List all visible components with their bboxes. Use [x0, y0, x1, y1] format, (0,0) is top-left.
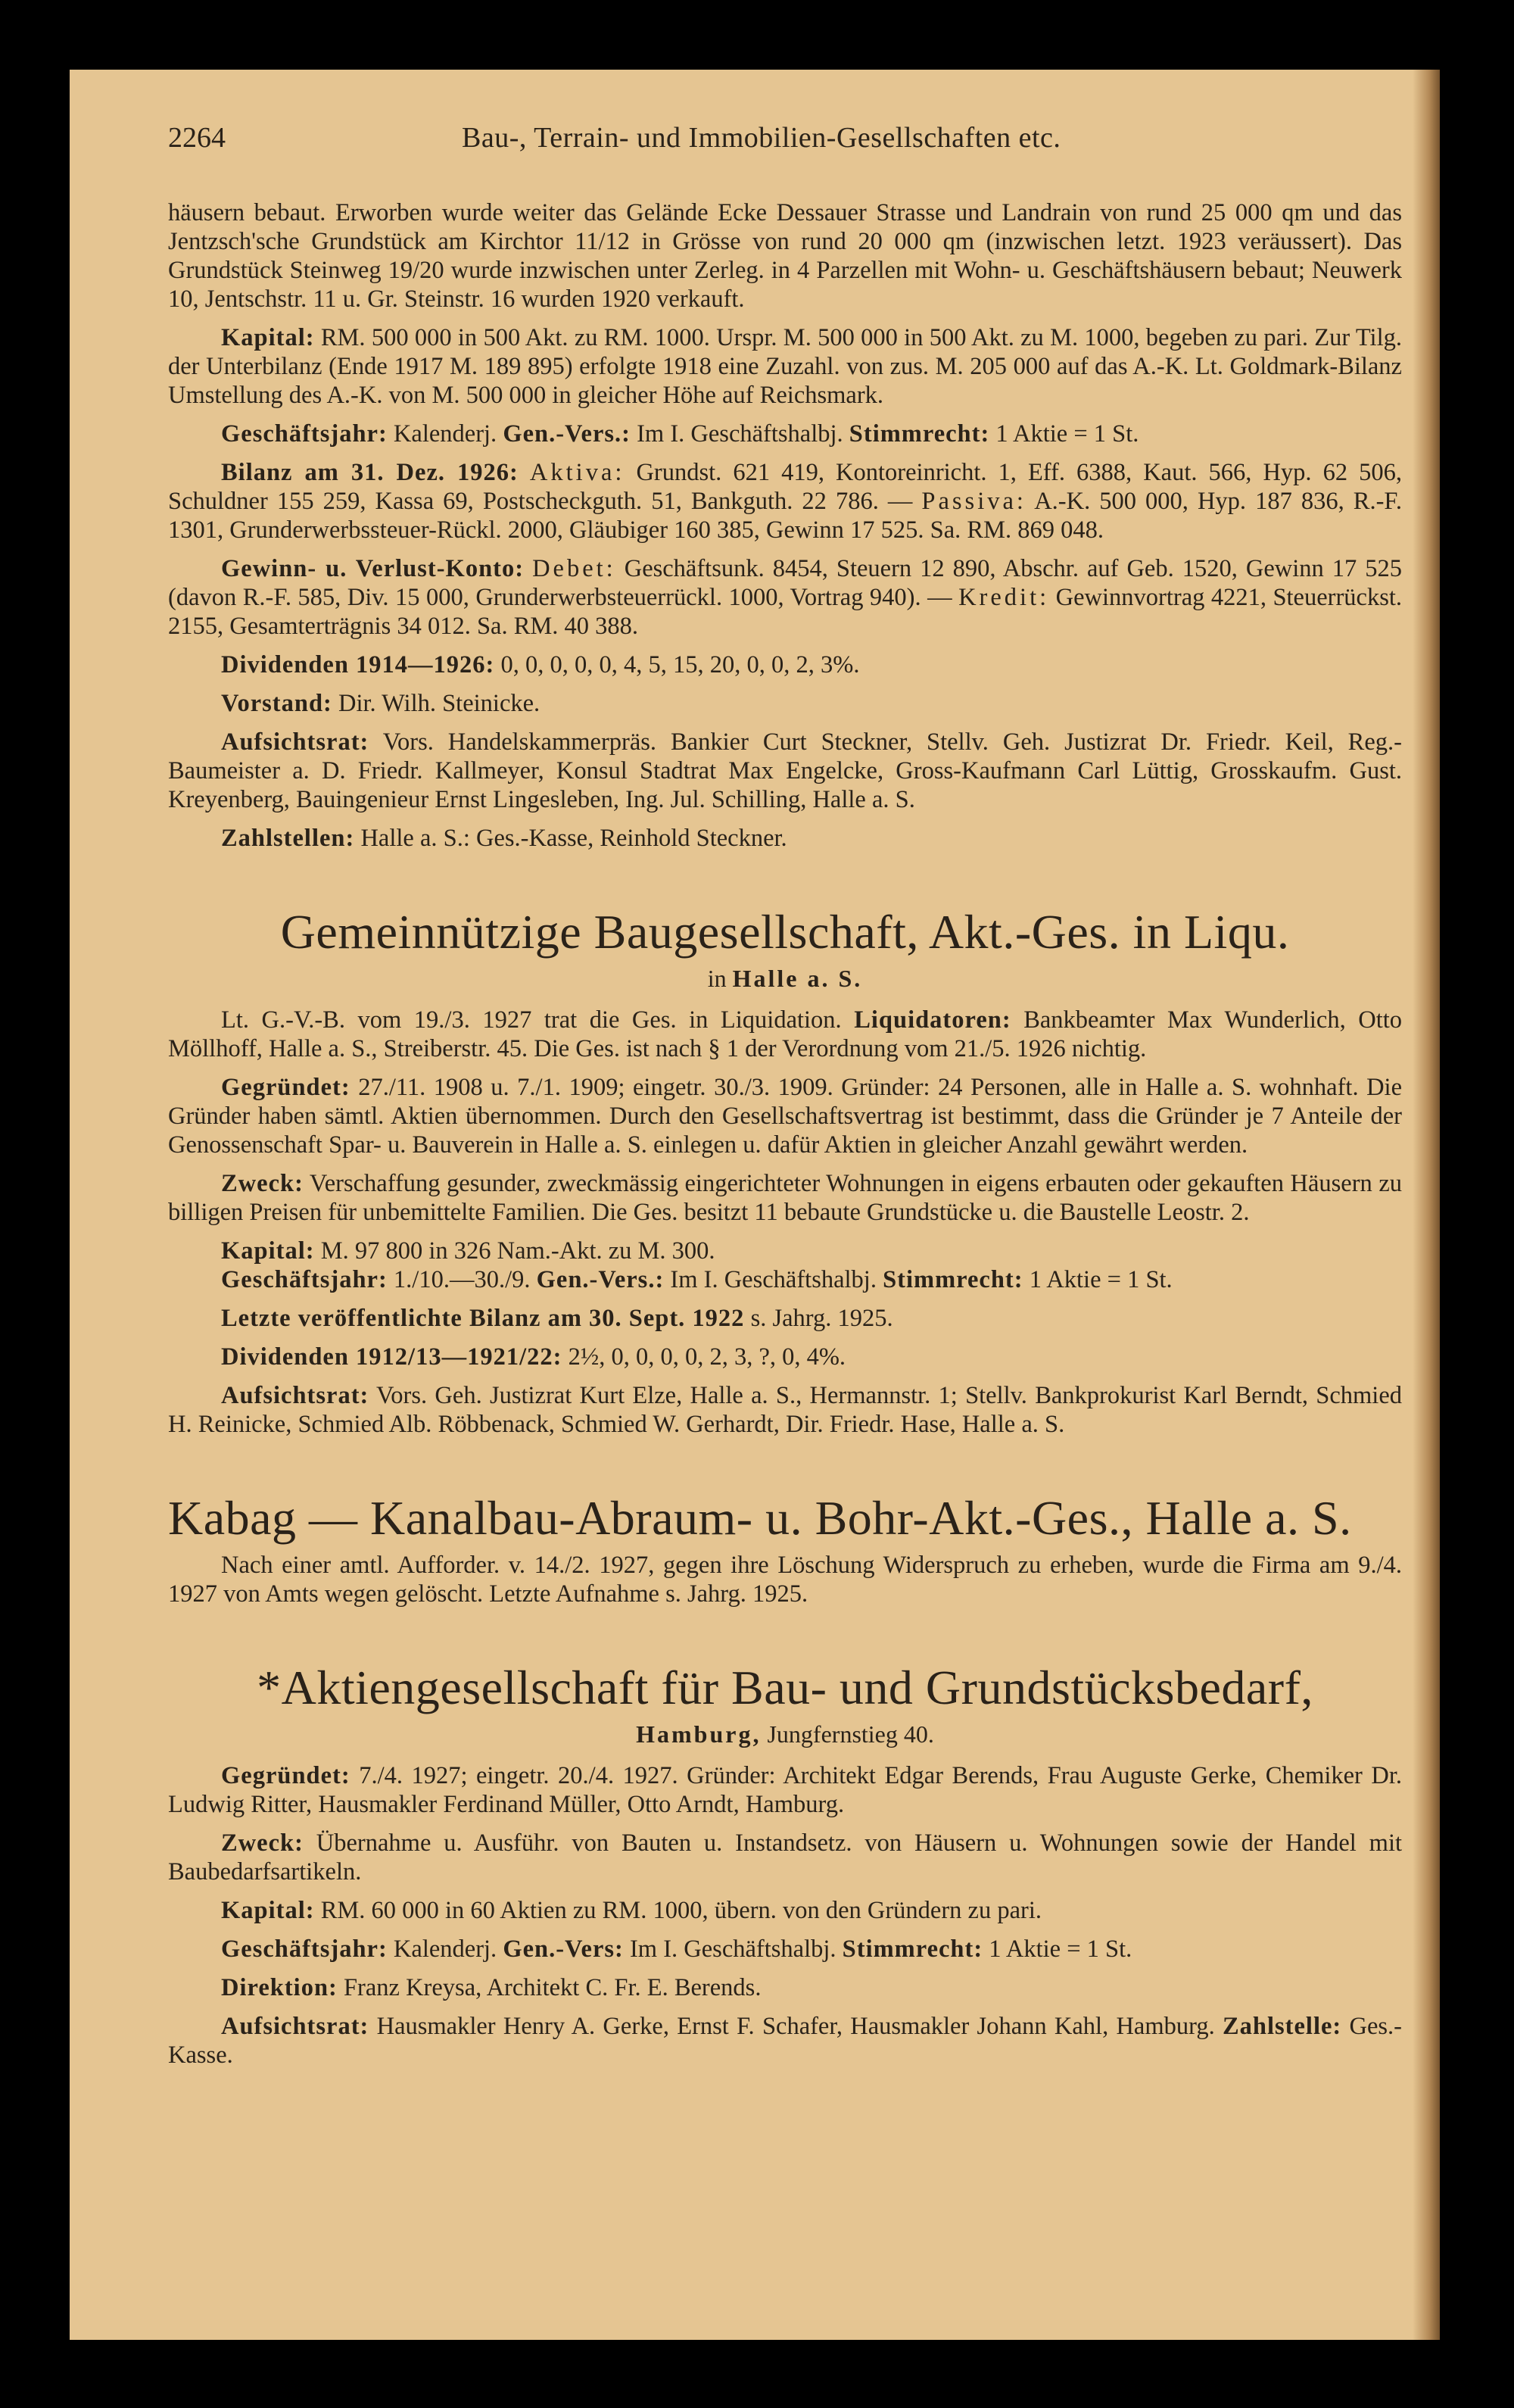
- entry4-gegruendet: [168, 1761, 1402, 1819]
- zweck-text: Verschaffung gesunder, zweckmässig eingerichteter Wohnungen in eigens erbauten oder gekauften Häusern zu billigen Preisen für unbemittelte Familien. Die Ges. besitzt 11 bebaute Grundstücke u. die Baustelle Leostr. 2.: [168, 1170, 1402, 1226]
- guv-debet: Geschäftsunk. 8454, Steuern 12 890, Abschr. auf Geb. 1520, Gewinn 17 525 (davon R.-F. 585, Div. 15 000, Grunderwerbsteuerrückl. 1000, Vortrag 940). —: [168, 555, 1403, 611]
- ar-text: Hausmakler Henry A. Gerke, Ernst F. Schafer, Hausmakler Johann Kahl, Hamburg.: [376, 2013, 1215, 2040]
- entry2-gegruendet: [168, 1073, 1402, 1159]
- dir-text: Franz Kreysa, Architekt C. Fr. E. Berends.: [343, 1974, 762, 2001]
- loc-prefix: in: [707, 965, 727, 992]
- bilanz-label: Bilanz am 31. Dez. 1926:: [221, 459, 519, 486]
- entry1-dividenden: [168, 650, 1402, 679]
- gegr-label: Gegründet:: [221, 1762, 350, 1789]
- entry4-zweck: [168, 1829, 1402, 1886]
- gv-text: Im I. Geschäftshalbj.: [629, 1935, 836, 1963]
- entry1-vorstand: [168, 689, 1402, 718]
- gv-label: Gen.-Vers.:: [536, 1266, 665, 1293]
- entry1-guv: [168, 554, 1402, 641]
- aktiva-label: Aktiva:: [529, 459, 625, 486]
- entry3-company-title: Kabag — Kanalbau-Abraum- u. Bohr-Akt.-Ges., Halle a. S.: [168, 1491, 1352, 1545]
- entry4-geschaeftsjahr: [168, 1935, 1402, 1964]
- loc-city: Halle a. S.: [732, 965, 863, 992]
- entry2-zweck: [168, 1169, 1402, 1227]
- gj-label: Geschäftsjahr:: [221, 1935, 388, 1963]
- bilanz-label: Letzte veröffentlichte Bilanz am 30. Sept. 1922: [221, 1305, 745, 1332]
- entry4-direktion: [168, 1973, 1402, 2002]
- ar-text: Vors. Geh. Justizrat Kurt Elze, Halle a. S., Hermannstr. 1; Stellv. Bankprokurist Karl Berndt, Schmied H. Reinicke, Schmied Alb. Röbbenack, Schmied W. Gerhardt, Dir. Friedr. Hase, Halle a. S.: [168, 1382, 1402, 1438]
- st-label: Stimmrecht:: [883, 1266, 1023, 1293]
- debet-label: Debet:: [532, 555, 616, 582]
- entry1-bilanz: [168, 458, 1402, 544]
- kapital-label: Kapital:: [221, 1237, 315, 1265]
- gv-label: Gen.-Vers.:: [503, 420, 631, 448]
- page-content: [168, 198, 1402, 2070]
- entry4-location: [168, 1719, 1402, 1749]
- kapital-text: M. 97 800 in 326 Nam.-Akt. zu M. 300.: [320, 1237, 715, 1265]
- st-text: 1 Aktie = 1 St.: [995, 420, 1139, 448]
- entry4-company-title: *Aktiengesellschaft für Bau- und Grundstücksbedarf,: [257, 1661, 1313, 1714]
- gj-text: Kalenderj.: [393, 420, 497, 448]
- liqu-label: Liquidatoren:: [854, 1006, 1011, 1034]
- gj-text: 1./10.—30./9.: [393, 1266, 531, 1293]
- st-text: 1 Aktie = 1 St.: [989, 1935, 1132, 1963]
- entry2-aufsichtsrat: [168, 1381, 1402, 1439]
- ar-label: Aufsichtsrat:: [221, 1382, 369, 1409]
- dir-label: Direktion:: [221, 1974, 338, 2001]
- kredit-label: Kredit:: [958, 584, 1050, 611]
- st-label: Stimmrecht:: [849, 420, 990, 448]
- div-label: Dividenden 1914—1926:: [221, 651, 495, 678]
- bilanz-aktiva: Grundst. 621 419, Kontoreinricht. 1, Eff. 6388, Kaut. 566, Hyp. 62 506, Schuldner 155 259, Kassa 69, Postscheckguth. 51, Bankguth. 22 786. —: [168, 459, 1403, 515]
- liqu-text2: Bankbeamter Max Wunderlich, Otto Möllhoff, Halle a. S., Streiberstr. 45. Die Ges. ist nach § 1 der Verordnung vom 21./5. 1926 nichtig.: [168, 1006, 1403, 1062]
- guv-kredit: Gewinnvortrag 4221, Steuerrückst. 2155, Gesamterträgnis 34 012. Sa. RM. 40 388.: [168, 584, 1403, 640]
- entry2-kapital: [168, 1237, 1402, 1265]
- kapital-label: Kapital:: [221, 324, 315, 351]
- entry4-aufsichtsrat: [168, 2012, 1402, 2070]
- zs-text: Halle a. S.: Ges.-Kasse, Reinhold Steckner.: [360, 825, 787, 852]
- kapital-text: RM. 500 000 in 500 Akt. zu RM. 1000. Urspr. M. 500 000 in 500 Akt. zu M. 1000, begeben zu pari. Zur Tilg. der Unterbilanz (Ende 1917 M. 189 895) erfolgte 1918 eine Zuzahl. von zus. M. 205 000 auf das A.-K. Lt. Goldmark-Bilanz Umstellung des A.-K. von M. 500 000 in gleicher Höhe auf Reichsmark.: [168, 324, 1402, 409]
- zs-text: Ges.-Kasse.: [168, 2013, 1402, 2069]
- div-text: 2½, 0, 0, 0, 0, 2, 3, ?, 0, 4%.: [568, 1343, 846, 1371]
- ar-label: Aufsichtsrat:: [221, 728, 369, 756]
- gj-text: Kalenderj.: [393, 1935, 497, 1963]
- kapital-label: Kapital:: [221, 1897, 315, 1924]
- ar-text: Vors. Handelskammerpräs. Bankier Curt Steckner, Stellv. Geh. Justizrat Dr. Friedr. Keil, Reg.-Baumeister a. D. Friedr. Kallmeyer, Konsul Stadtrat Max Engelcke, Gross-Kaufmann Carl Lüttig, Grosskaufm. Gust. Kreyenberg, Bauingenieur Ernst Lingesleben, Ing. Jul. Schilling, Halle a. S.: [168, 728, 1402, 813]
- gv-text: Im I. Geschäftshalbj.: [670, 1266, 877, 1293]
- gegr-text: 7./4. 1927; eingetr. 20./4. 1927. Gründer: Architekt Edgar Berends, Frau Auguste Gerke, Chemiker Dr. Ludwig Ritter, Hausmakler Ferdinand Müller, Otto Arndt, Hamburg.: [168, 1762, 1403, 1818]
- kapital-text: RM. 60 000 in 60 Aktien zu RM. 1000, übern. von den Gründern zu pari.: [320, 1897, 1042, 1924]
- loc-city: Hamburg,: [636, 1720, 762, 1748]
- scanned-page: [70, 70, 1440, 2340]
- entry2-bilanz: [168, 1304, 1402, 1333]
- gj-label: Geschäftsjahr:: [221, 1266, 388, 1293]
- guv-label: Gewinn- u. Verlust-Konto:: [221, 555, 525, 582]
- zs-label: Zahlstellen:: [221, 825, 355, 852]
- gv-text: Im I. Geschäftshalbj.: [637, 420, 843, 448]
- gj-label: Geschäftsjahr:: [221, 420, 388, 448]
- zweck-label: Zweck:: [221, 1829, 304, 1857]
- vorstand-label: Vorstand:: [221, 690, 332, 717]
- zweck-label: Zweck:: [221, 1170, 304, 1197]
- bilanz-passiva: A.-K. 500 000, Hyp. 187 836, R.-F. 1301, Grunderwerbssteuer-Rückl. 2000, Gläubiger 160 385, Gewinn 17 525. Sa. RM. 869 048.: [168, 488, 1402, 544]
- gv-label: Gen.-Vers:: [503, 1935, 624, 1963]
- gegr-text: 27./11. 1908 u. 7./1. 1909; eingetr. 30./3. 1909. Gründer: 24 Personen, alle in Halle a. S. wohnhaft. Die Gründer haben sämtl. Aktien übernommen. Durch den Gesellschaftsvertrag ist bestimmt, dass die Gründer je 7 Anteile der Genossenschaft Spar- u. Bauverein in Halle a. S. einlegen u. dafür Aktien in gleicher Anzahl gewährt werden.: [168, 1074, 1403, 1159]
- entry2-dividenden: [168, 1343, 1402, 1371]
- entry3-text: Nach einer amtl. Aufforder. v. 14./2. 1927, gegen ihre Löschung Widerspruch zu erheben, wurde die Firma am 9./4. 1927 von Amts wegen gelöscht. Letzte Aufnahme s. Jahrg. 1925.: [168, 1552, 1402, 1608]
- entry1-geschaeftsjahr: [168, 420, 1402, 448]
- entry1-intro: häusern bebaut. Erworben wurde weiter das Gelände Ecke Dessauer Strasse und Landrain von rund 25 000 qm und das Jentzsch'sche Grundstück am Kirchtor 11/12 in Grösse von rund 20 000 qm (inzwischen letzt. 1923 veräussert). Das Grundstück Steinweg 19/20 wurde inzwischen unter Zerleg. in 4 Parzellen mit Wohn- u. Geschäftshäusern bebaut; Neuwerk 10, Jentschstr. 11 u. Gr. Steinstr. 16 wurden 1920 verkauft.: [168, 199, 1402, 313]
- st-text: 1 Aktie = 1 St.: [1029, 1266, 1173, 1293]
- bilanz-suffix: s. Jahrg. 1925.: [750, 1305, 893, 1332]
- div-text: 0, 0, 0, 0, 0, 4, 5, 15, 20, 0, 0, 2, 3%.: [500, 651, 860, 678]
- page-number: 2264: [168, 122, 226, 154]
- div-label: Dividenden 1912/13—1921/22:: [221, 1343, 562, 1371]
- vorstand-text: Dir. Wilh. Steinicke.: [338, 690, 540, 717]
- ar-label: Aufsichtsrat:: [221, 2013, 369, 2040]
- section-title: Bau-, Terrain- und Immobilien-Gesellschaften etc.: [462, 122, 1061, 154]
- st-label: Stimmrecht:: [842, 1935, 983, 1963]
- entry2-liquidation: [168, 1006, 1402, 1063]
- passiva-label: Passiva:: [921, 488, 1026, 515]
- liqu-text: Lt. G.-V.-B. vom 19./3. 1927 trat die Ges. in Liquidation.: [221, 1006, 842, 1034]
- loc-address: Jungfernstieg 40.: [767, 1720, 934, 1748]
- entry1-aufsichtsrat: [168, 728, 1402, 814]
- zs-label: Zahlstelle:: [1223, 2013, 1342, 2040]
- entry2-company-title: Gemeinnützige Baugesellschaft, Akt.-Ges. in Liqu.: [280, 905, 1290, 959]
- entry1-kapital: [168, 323, 1402, 410]
- gegr-label: Gegründet:: [221, 1074, 350, 1101]
- entry2-location: [168, 963, 1402, 993]
- entry1-zahlstellen: [168, 824, 1402, 853]
- zweck-text: Übernahme u. Ausführ. von Bauten u. Instandsetz. von Häusern u. Wohnungen sowie der Handel mit Baubedarfsartikeln.: [168, 1829, 1403, 1886]
- entry4-kapital: [168, 1896, 1402, 1925]
- entry2-geschaeftsjahr: [168, 1265, 1402, 1294]
